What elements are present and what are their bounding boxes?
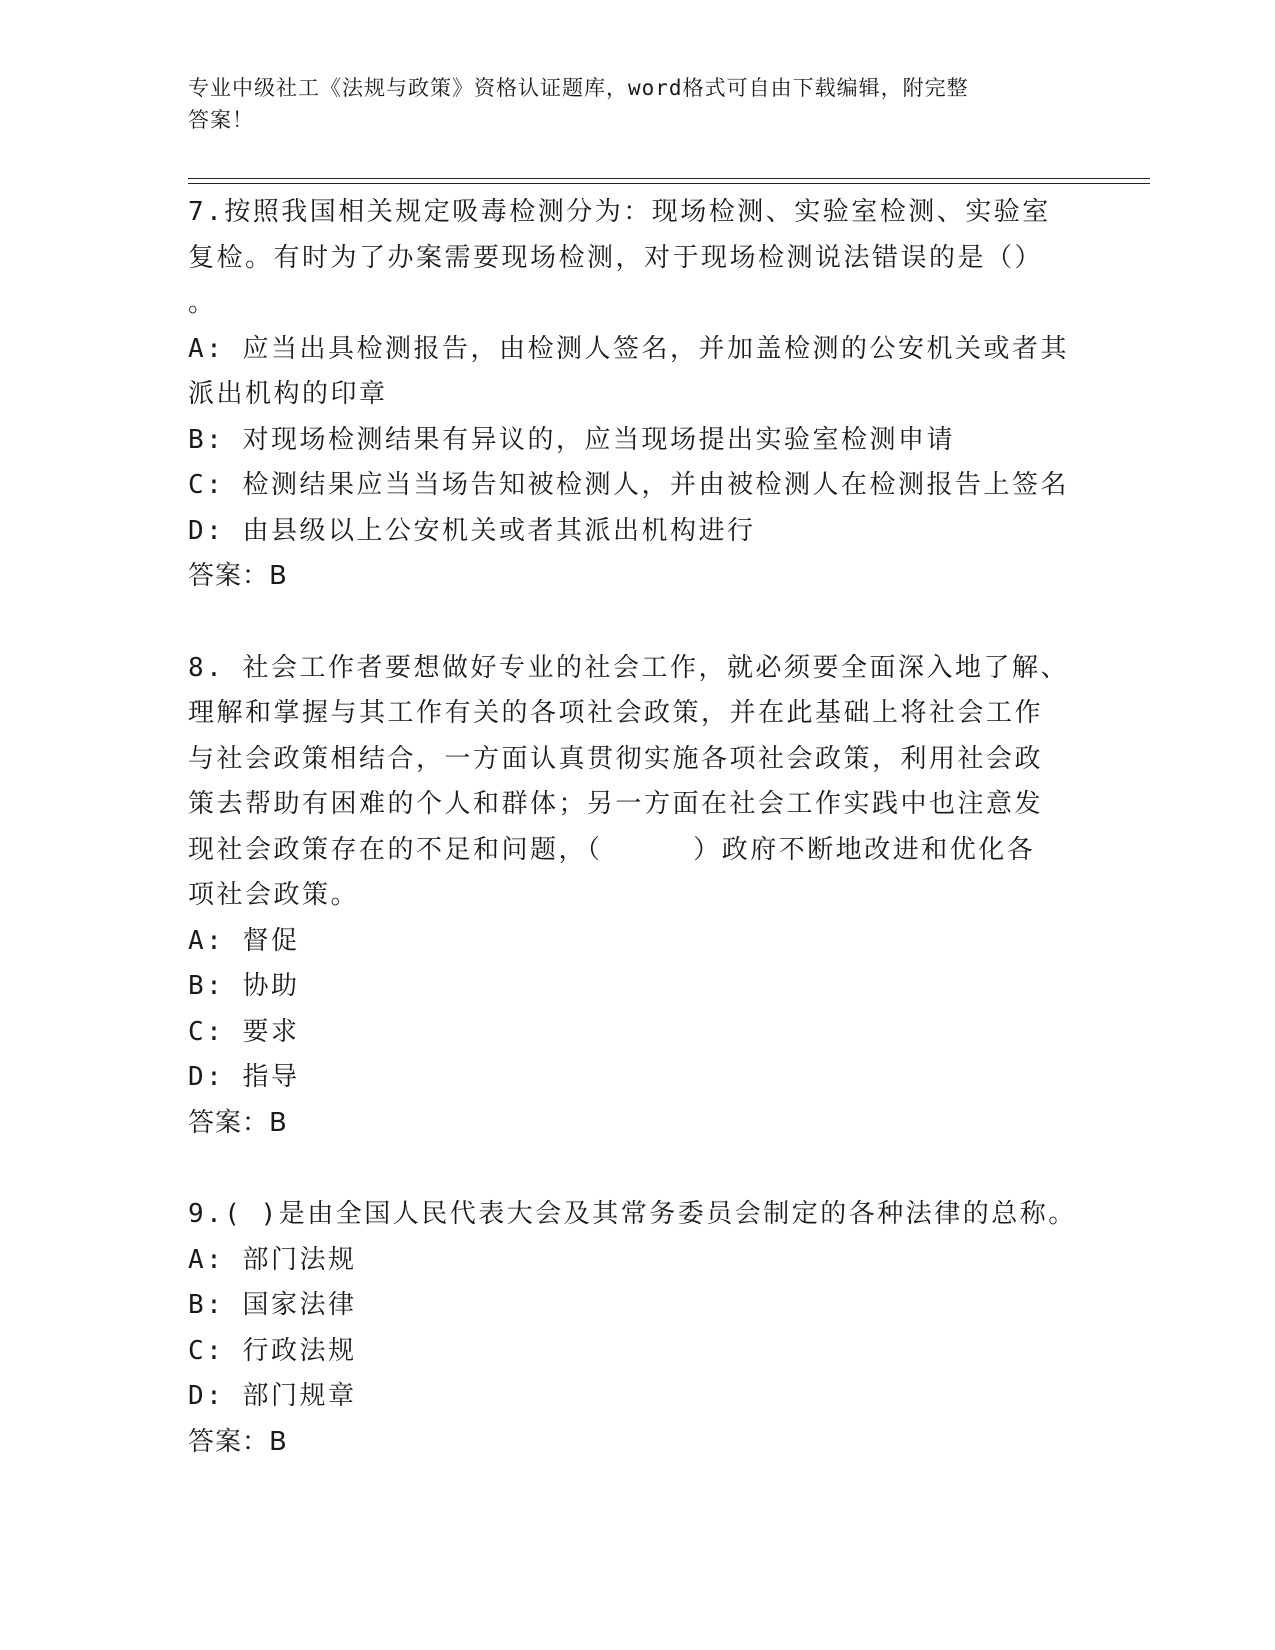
answer-label: 答案：B [188,1426,288,1457]
document-header [188,72,1068,136]
question-text: 理解和掌握与其工作有关的各项社会政策，并在此基础上将社会工作 [188,698,1044,728]
option-d: D: 部门规章 [188,1381,357,1411]
header-divider-top [188,178,1150,179]
answer-label: 答案：B [188,561,288,591]
option-b: B: 对现场检测结果有异议的，应当现场提出实验室检测申请 [188,424,955,455]
option-a-continued: 派出机构的印章 [188,379,388,409]
option-a: A: 应当出具检测报告，由检测人签名，并加盖检测的公安机关或者其 [188,333,1069,364]
question-9 [188,1192,1078,1465]
option-b: B: 协助 [188,971,300,1001]
question-text: 8. 社会工作者要想做好专业的社会工作，就必须要全面深入地了解、 [188,652,1069,683]
question-text: 复检。有时为了办案需要现场检测，对于现场检测说法错误的是（） [188,242,1044,273]
question-text: 项社会政策。 [188,880,360,910]
question-text: 与社会政策相结合，一方面认真贯彻实施各项社会政策，利用社会政 [188,743,1044,774]
option-a: A: 督促 [188,925,300,956]
spacer [188,1146,1078,1192]
option-d: D: 由县级以上公安机关或者其派出机构进行 [188,515,756,546]
option-b: B: 国家法律 [188,1290,357,1320]
option-c: C: 行政法规 [188,1335,357,1366]
spacer [188,600,1078,646]
question-list [188,190,1078,1465]
header-line-1: 专业中级社工《法规与政策》资格认证题库，word格式可自由下载编辑，附完整 [188,76,969,100]
option-c: C: 检测结果应当当场告知被检测人，并由被检测人在检测报告上签名 [188,470,1069,500]
question-text: 。 [188,288,217,318]
option-c: C: 要求 [188,1016,300,1047]
question-text: 现社会政策存在的不足和问题，（ ）政府不断地改进和优化各 [188,834,1036,865]
question-text: 7.按照我国相关规定吸毒检测分为：现场检测、实验室检测、实验室 [188,197,1051,227]
question-text: 9.( )是由全国人民代表大会及其常务委员会制定的各种法律的总称。 [188,1199,1077,1229]
question-8 [188,646,1078,1147]
question-text: 策去帮助有困难的个人和群体；另一方面在社会工作实践中也注意发 [188,789,1044,819]
answer-label: 答案：B [188,1107,288,1138]
header-line-2: 答案！ [188,108,254,132]
option-d: D: 指导 [188,1062,300,1092]
option-a: A: 部门法规 [188,1244,357,1275]
header-divider-bottom [188,183,1150,184]
question-7 [188,190,1078,600]
